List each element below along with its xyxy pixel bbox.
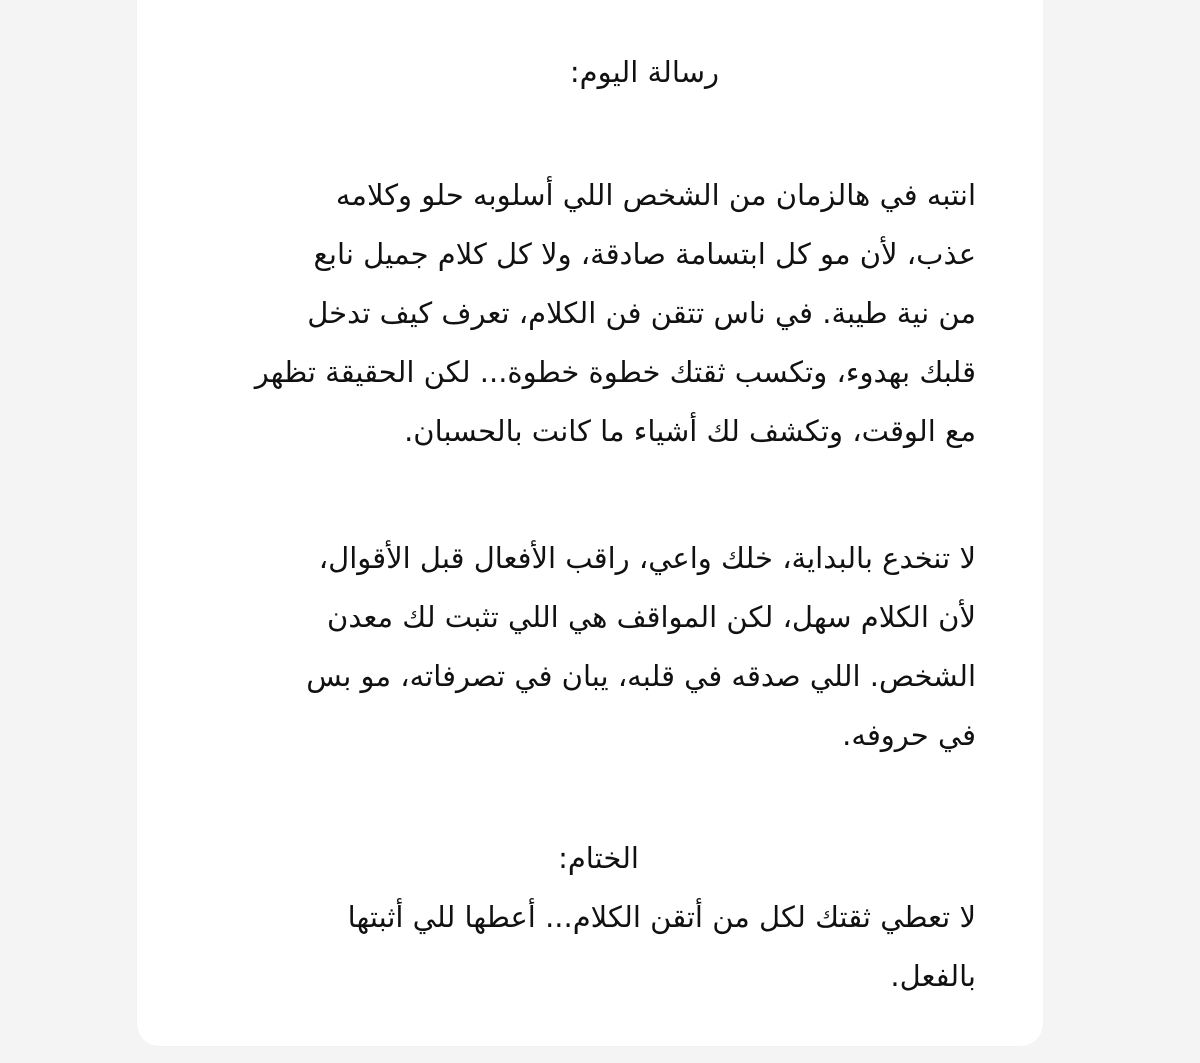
paragraph-2-line-4: في حروفه. (842, 718, 976, 752)
paragraph-2-line-2: لأن الكلام سهل، لكن المواقف هي اللي تثبت لك معدن (327, 600, 976, 634)
message-title: رسالة اليوم: (569, 55, 719, 89)
paragraph-1-line-2: عذب، لأن مو كل ابتسامة صادقة، ولا كل كلام جميل نابع (313, 237, 976, 271)
paragraph-1-line-1: انتبه في هالزمان من الشخص اللي أسلوبه حلو وكلامه (335, 178, 976, 212)
paragraph-2-line-1: لا تنخدع بالبداية، خلك واعي، راقب الأفعال قبل الأقوال، (318, 541, 976, 575)
closing-line-2: بالفعل. (890, 959, 976, 993)
message-card (137, 0, 1043, 1046)
closing-line-1: لا تعطي ثقتك لكل من أتقن الكلام... أعطها للي أثبتها (347, 900, 976, 934)
paragraph-1-line-4: قلبك بهدوء، وتكسب ثقتك خطوة خطوة... لكن الحقيقة تظهر (254, 355, 976, 389)
paragraph-1-line-3: من نية طيبة. في ناس تتقن فن الكلام، تعرف كيف تدخل (307, 296, 976, 330)
paragraph-1-line-5: مع الوقت، وتكشف لك أشياء ما كانت بالحسبان. (404, 414, 976, 448)
paragraph-2-line-3: الشخص. اللي صدقه في قلبه، يبان في تصرفاته، مو بس (306, 659, 976, 693)
closing-title: الختام: (558, 841, 639, 875)
